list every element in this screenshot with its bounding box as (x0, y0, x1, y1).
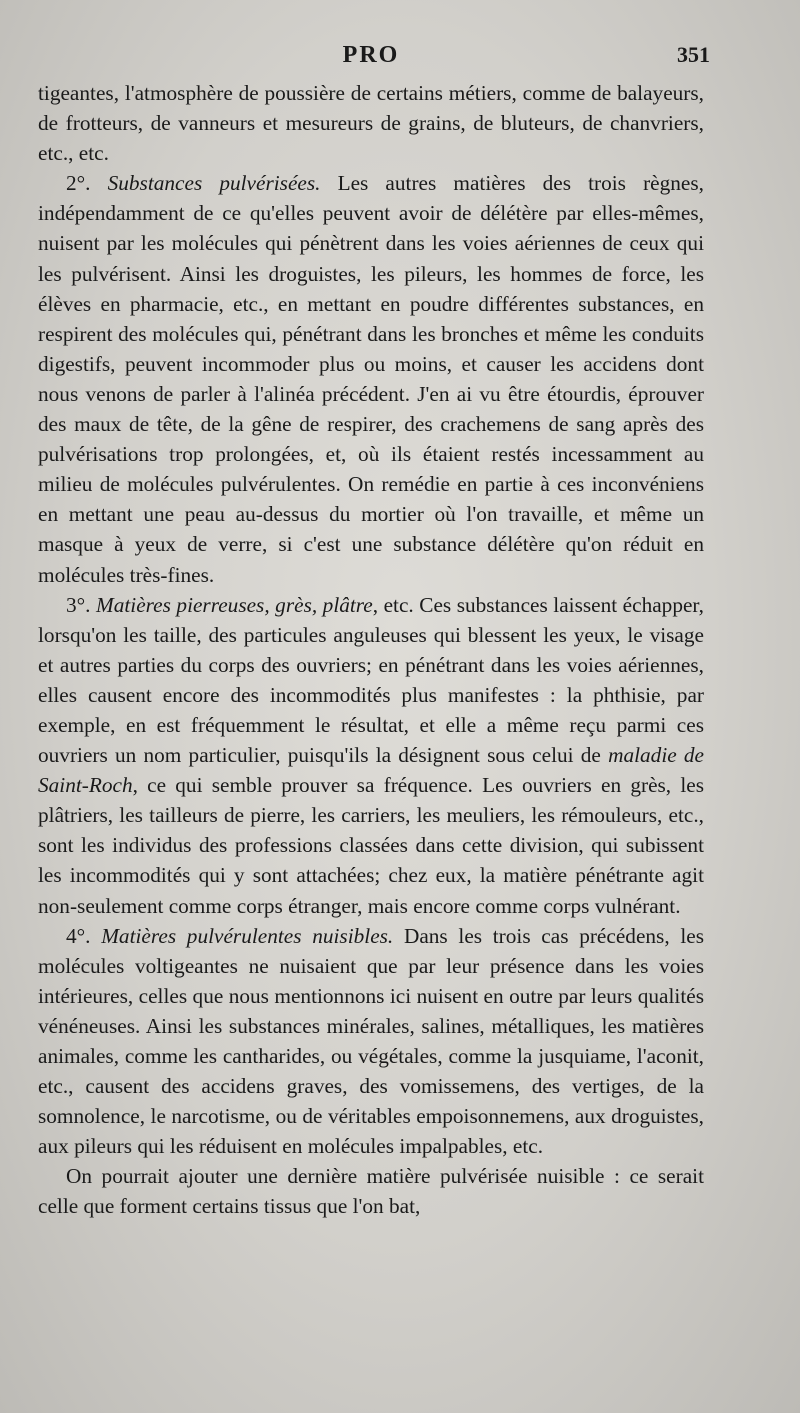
paragraph (38, 590, 704, 921)
paragraph (38, 78, 704, 168)
text-segment: On pourrait ajouter une dernière matière pulvérisée nuisible : ce serait celle que forment certains tissus que l'on bat, (38, 1164, 704, 1219)
italic-text-segment: Matières pulvérulentes nuisibles. (101, 923, 394, 948)
text-segment: Les autres matières des trois règnes, indépendamment de ce qu'elles peuvent avoir de délétère par elles-mêmes, nuisent par les molécules qui pénètrent dans les voies aériennes de ceux qui les pulvérisent. Ainsi les droguistes, les pileurs, les hommes de force, les élèves en pharmacie, etc., en mettant en poudre différentes substances, en respirent des molécules qui, pénétrant dans les bronches et même les conduits digestifs, peuvent incommoder plus ou moins, et causer les accidens dont nous venons de parler à l'alinéa précédent. J'en ai vu être étourdis, éprouver des maux de tête, de la gêne de respirer, des crachemens de sang après des pulvérisations trop prolongées, et, où ils étaient restés incessamment au milieu de molécules pulvérulentes. On remédie en partie à ces inconvéniens en mettant une peau au-dessus du mortier où l'on travaille, et même un masque à yeux de verre, si c'est une substance délétère qu'on réduit en molécules très-fines. (38, 171, 704, 587)
page-number: 351 (677, 42, 710, 67)
paragraph (38, 1161, 704, 1221)
body-text (38, 78, 704, 1222)
text-segment: tigeantes, l'atmosphère de poussière de certains métiers, comme de balayeurs, de frotteurs, de vanneurs et mesureurs de grains, de bluteurs, de chanvriers, etc., etc. (38, 81, 704, 166)
running-title: PRO (342, 42, 400, 68)
text-segment: , etc. Ces substances laissent échapper, lorsqu'on les taille, des particules anguleuses qui blessent les yeux, le visage et autres parties du corps des ouvriers; en pénétrant dans les voies aériennes, elles causent encore des incommodités plus manifestes : la phthisie, par exemple, en est fréquemment le résultat, et elle a même reçu parmi ces ouvriers un nom particulier, puisqu'ils la désignent sous celui de (38, 592, 704, 768)
text-segment: Dans les trois cas précédens, les molécules voltigeantes ne nuisaient que par leur présence dans les voies intérieures, celles que nous mentionnons ici nuisent en outre par leurs qualités vénéneuses. Ainsi les substances minérales, salines, métalliques, les matières animales, comme les cantharides, ou végétales, comme la jusquiame, l'aconit, etc., causent des accidens graves, des vomissemens, des vertiges, de la somnolence, le narcotisme, ou de véritables empoisonnemens, aux droguistes, aux pileurs qui les réduisent en molécules impalpables, etc. (38, 923, 704, 1159)
italic-text-segment: Matières pierreuses, grès, plâtre (96, 592, 373, 617)
italic-text-segment: maladie de Saint-Roch (38, 743, 704, 798)
text-segment: , ce qui semble prouver sa fréquence. Les ouvriers en grès, les plâtriers, les tailleurs de pierre, les carriers, les meuliers, les rémouleurs, etc., sont les individus des professions classées dans cette division, qui subissent les incommodités qui y sont attachées; chez eux, la matière pénétrante agit non-seulement comme corps étranger, mais encore comme corps vulnérant. (38, 773, 704, 918)
paragraph (38, 921, 704, 1162)
paragraph (38, 168, 704, 589)
italic-text-segment: Substances pulvérisées. (107, 171, 321, 196)
text-segment: 4°. (66, 923, 102, 948)
running-head (38, 38, 710, 78)
text-segment: 2°. (66, 171, 108, 196)
text-segment: 3°. (66, 592, 96, 617)
